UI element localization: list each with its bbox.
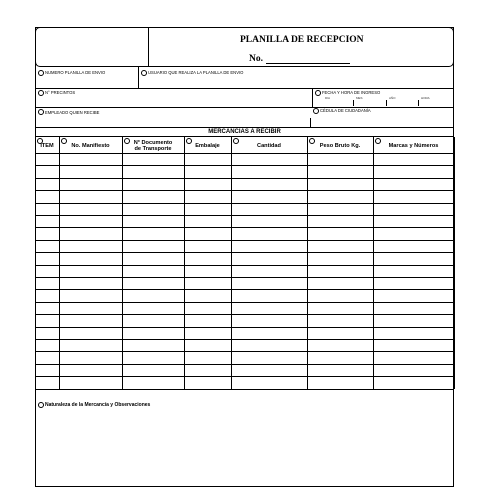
- table-cell[interactable]: [232, 166, 307, 177]
- table-cell[interactable]: [185, 365, 231, 376]
- table-cell[interactable]: [123, 154, 184, 165]
- field-marker-icon: [313, 108, 319, 114]
- table-cell[interactable]: [374, 340, 454, 351]
- header-box: [35, 27, 454, 67]
- table-cell[interactable]: [36, 303, 59, 314]
- cedula-label: CÉDULA DE CIUDADANÍA: [320, 108, 371, 113]
- usuario-label: USUARIO QUE REALIZA LA PLANILLA DE ENVIO: [148, 70, 244, 75]
- table-cell[interactable]: [232, 377, 307, 388]
- table-cell[interactable]: [308, 365, 373, 376]
- table-cell[interactable]: [308, 303, 373, 314]
- table-cell[interactable]: [374, 166, 454, 177]
- table-cell[interactable]: [308, 216, 373, 227]
- table-cell[interactable]: [123, 315, 184, 326]
- table-cell[interactable]: [232, 303, 307, 314]
- table-cell[interactable]: [185, 303, 231, 314]
- table-cell[interactable]: [232, 340, 307, 351]
- table-cell[interactable]: [374, 365, 454, 376]
- table-cell[interactable]: [232, 278, 307, 289]
- table-cell[interactable]: [374, 377, 454, 388]
- table-cell[interactable]: [232, 266, 307, 277]
- table-cell[interactable]: [123, 328, 184, 339]
- table-cell[interactable]: [123, 191, 184, 202]
- field-marker-icon: [315, 90, 321, 96]
- table-cell[interactable]: [308, 315, 373, 326]
- row2-bottom: [35, 107, 454, 108]
- column-header: Embalaje: [195, 143, 220, 149]
- observaciones-area[interactable]: [36, 409, 453, 479]
- table-cell[interactable]: [60, 328, 122, 339]
- table-cell[interactable]: [374, 303, 454, 314]
- table-cell[interactable]: [123, 266, 184, 277]
- table-cell[interactable]: [308, 166, 373, 177]
- section-title-bottom: [35, 136, 454, 137]
- fecha-dia-label: DIA: [325, 96, 331, 100]
- table-cell[interactable]: [123, 179, 184, 190]
- table-cell[interactable]: [123, 278, 184, 289]
- table-cell[interactable]: [232, 315, 307, 326]
- table-cell[interactable]: [36, 216, 59, 227]
- table-cell[interactable]: [123, 228, 184, 239]
- numero-planilla-label: NUMERO PLANILLA DE ENVIO: [45, 70, 106, 75]
- table-cell[interactable]: [36, 290, 59, 301]
- table-cell[interactable]: [185, 216, 231, 227]
- table-cell[interactable]: [123, 204, 184, 215]
- table-cell[interactable]: [374, 290, 454, 301]
- table-cell[interactable]: [60, 166, 122, 177]
- table-cell[interactable]: [308, 290, 373, 301]
- table-cell[interactable]: [374, 278, 454, 289]
- table-cell[interactable]: [60, 315, 122, 326]
- table-cell[interactable]: [36, 278, 59, 289]
- empleado-label: EMPLEADO QUIEN RECIBE: [45, 110, 100, 115]
- table-cell[interactable]: [36, 266, 59, 277]
- table-cell[interactable]: [60, 352, 122, 363]
- table-cell[interactable]: [60, 303, 122, 314]
- table-cell[interactable]: [36, 352, 59, 363]
- table-cell[interactable]: [374, 352, 454, 363]
- table-cell[interactable]: [36, 204, 59, 215]
- column-header: ITEM: [40, 143, 54, 149]
- table-cell[interactable]: [308, 204, 373, 215]
- table-cell[interactable]: [185, 166, 231, 177]
- table-cell[interactable]: [185, 266, 231, 277]
- table-cell[interactable]: [60, 241, 122, 252]
- table-cell[interactable]: [185, 290, 231, 301]
- table-cell[interactable]: [374, 266, 454, 277]
- table-cell[interactable]: [308, 228, 373, 239]
- table-cell[interactable]: [60, 253, 122, 264]
- table-cell[interactable]: [123, 253, 184, 264]
- header-divider: [148, 27, 149, 67]
- table-cell[interactable]: [232, 241, 307, 252]
- section-title: MERCANCIAS A RECIBIR: [208, 129, 281, 135]
- table-cell[interactable]: [60, 340, 122, 351]
- table-cell[interactable]: [123, 166, 184, 177]
- table-cell[interactable]: [308, 179, 373, 190]
- table-cell[interactable]: [308, 253, 373, 264]
- table-cell[interactable]: [123, 340, 184, 351]
- column-header: Cantidad: [257, 143, 281, 149]
- table-cell[interactable]: [374, 216, 454, 227]
- table-cell[interactable]: [308, 328, 373, 339]
- table-cell[interactable]: [232, 253, 307, 264]
- table-cell[interactable]: [308, 352, 373, 363]
- row2-divider: [312, 88, 313, 107]
- table-cell[interactable]: [36, 191, 59, 202]
- table-cell[interactable]: [60, 179, 122, 190]
- table-cell[interactable]: [60, 266, 122, 277]
- table-cell[interactable]: [232, 290, 307, 301]
- number-underline[interactable]: [266, 63, 350, 64]
- fecha-tick: [386, 100, 387, 106]
- table-cell[interactable]: [232, 228, 307, 239]
- table-cell[interactable]: [60, 278, 122, 289]
- table-cell[interactable]: [185, 179, 231, 190]
- table-cell[interactable]: [308, 154, 373, 165]
- table-cell[interactable]: [36, 340, 59, 351]
- table-cell[interactable]: [60, 216, 122, 227]
- table-cell[interactable]: [232, 365, 307, 376]
- table-cell[interactable]: [185, 204, 231, 215]
- table-cell[interactable]: [185, 377, 231, 388]
- table-cell[interactable]: [185, 241, 231, 252]
- table-cell[interactable]: [185, 315, 231, 326]
- column-header: Marcas y Números: [388, 143, 439, 149]
- table-cell[interactable]: [123, 352, 184, 363]
- fecha-hora-label: FECHA Y HORA DE INGRESO: [322, 90, 381, 95]
- table-cell[interactable]: [374, 191, 454, 202]
- observaciones-label: Naturaleza de la Mercancía y Observaciones: [45, 402, 151, 408]
- table-row-line: [35, 389, 454, 390]
- table-cell[interactable]: [36, 365, 59, 376]
- field-marker-icon: [38, 109, 44, 115]
- table-cell[interactable]: [232, 191, 307, 202]
- table-cell[interactable]: [308, 191, 373, 202]
- row1-divider: [138, 67, 139, 88]
- table-cell[interactable]: [36, 253, 59, 264]
- field-marker-icon: [38, 70, 44, 76]
- table-cell[interactable]: [185, 328, 231, 339]
- table-cell[interactable]: [36, 228, 59, 239]
- table-cell[interactable]: [123, 216, 184, 227]
- table-cell[interactable]: [308, 278, 373, 289]
- field-marker-icon: [141, 70, 147, 76]
- table-cell[interactable]: [374, 204, 454, 215]
- fecha-mes-label: MES: [356, 96, 363, 100]
- table-cell[interactable]: [123, 303, 184, 314]
- fecha-tick: [353, 100, 354, 106]
- table-cell[interactable]: [374, 328, 454, 339]
- table-cell[interactable]: [36, 241, 59, 252]
- table-cell[interactable]: [232, 328, 307, 339]
- table-cell[interactable]: [374, 179, 454, 190]
- field-marker-icon: [38, 402, 44, 408]
- table-cell[interactable]: [232, 204, 307, 215]
- precintos-label: N° PRECINTOS: [45, 90, 76, 95]
- table-cell[interactable]: [123, 241, 184, 252]
- table-cell[interactable]: [232, 179, 307, 190]
- table-cell[interactable]: [232, 154, 307, 165]
- table-cell[interactable]: [308, 266, 373, 277]
- table-cell[interactable]: [60, 228, 122, 239]
- row3-bottom: [35, 127, 454, 128]
- table-cell[interactable]: [374, 253, 454, 264]
- fecha-hora-sub-label: HORA: [421, 96, 430, 100]
- table-cell[interactable]: [60, 154, 122, 165]
- table-cell[interactable]: [60, 191, 122, 202]
- table-cell[interactable]: [374, 241, 454, 252]
- table-cell[interactable]: [185, 340, 231, 351]
- table-cell[interactable]: [308, 340, 373, 351]
- table-cell[interactable]: [60, 204, 122, 215]
- table-cell[interactable]: [185, 352, 231, 363]
- table-cell[interactable]: [60, 377, 122, 388]
- form-title: PLANILLA DE RECEPCION: [240, 35, 364, 45]
- table-cell[interactable]: [185, 228, 231, 239]
- table-cell[interactable]: [374, 228, 454, 239]
- table-cell[interactable]: [60, 365, 122, 376]
- column-header: Peso Bruto Kg.: [319, 143, 361, 149]
- table-cell[interactable]: [308, 241, 373, 252]
- table-cell[interactable]: [123, 365, 184, 376]
- table-cell[interactable]: [185, 154, 231, 165]
- table-column-line: [454, 137, 455, 389]
- table-cell[interactable]: [374, 315, 454, 326]
- table-cell[interactable]: [36, 315, 59, 326]
- table-cell[interactable]: [308, 377, 373, 388]
- fecha-ano-label: AÑO: [389, 96, 396, 100]
- table-cell[interactable]: [185, 253, 231, 264]
- field-marker-icon: [38, 90, 44, 96]
- table-cell[interactable]: [232, 216, 307, 227]
- table-cell[interactable]: [185, 191, 231, 202]
- row3-divider: [310, 118, 311, 127]
- table-cell[interactable]: [36, 166, 59, 177]
- table-cell[interactable]: [36, 328, 59, 339]
- table-cell[interactable]: [36, 154, 59, 165]
- column-header: No. Manifiesto: [71, 143, 110, 149]
- table-cell[interactable]: [60, 290, 122, 301]
- table-cell[interactable]: [36, 179, 59, 190]
- column-header: N° Documento de Transporte: [133, 140, 173, 152]
- table-cell[interactable]: [123, 290, 184, 301]
- number-label: No.: [249, 54, 263, 64]
- table-cell[interactable]: [185, 278, 231, 289]
- table-cell[interactable]: [374, 154, 454, 165]
- fecha-tick: [418, 100, 419, 106]
- table-cell[interactable]: [232, 352, 307, 363]
- table-cell[interactable]: [123, 377, 184, 388]
- row1-bottom: [35, 88, 454, 89]
- table-cell[interactable]: [36, 377, 59, 388]
